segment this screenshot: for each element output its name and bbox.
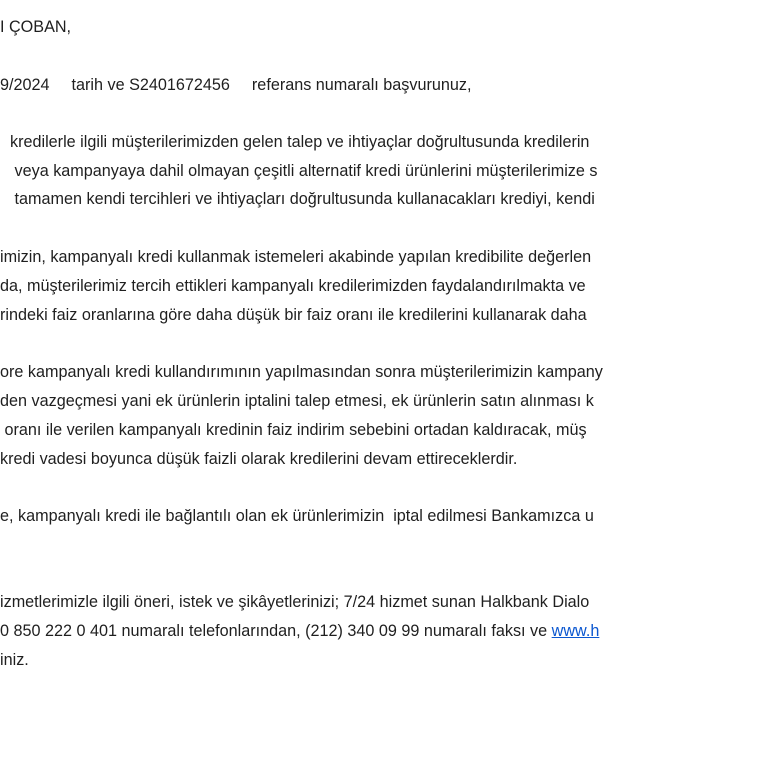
paragraph3-line: ore kampanyalı kredi kullandırımının yapılmasından sonra müşterilerimizin kampany (0, 363, 603, 381)
paragraph3-line: oranı ile verilen kampanyalı kredinin faiz indirim sebebini ortadan kaldıracak, müş (0, 421, 587, 439)
paragraph2-line: imizin, kampanyalı kredi kullanmak istemeleri akabinde yapılan kredibilite değerlen (0, 248, 592, 266)
reference-line (0, 75, 471, 95)
contact-line: izmetlerimizle ilgili öneri, istek ve şikâyetlerinizi; 7/24 hizmet sunan Halkbank Dialo (0, 593, 590, 611)
contact-line: iniz. (0, 651, 29, 669)
paragraph1-line: kredilerle ilgili müşterilerimizden gelen talep ve ihtiyaçlar doğrultusunda kredilerin (10, 133, 590, 151)
paragraph2-line: rindeki faiz oranlarına göre daha düşük bir faiz oranı ile kredilerini kullanarak daha (0, 306, 587, 324)
greeting-line: I ÇOBAN, (0, 18, 72, 36)
paragraph3-line: den vazgeçmesi yani ek ürünlerin iptalini talep etmesi, ek ürünlerin satın alınması k (0, 392, 594, 410)
website-link[interactable]: www.h (551, 622, 600, 640)
reference-date: 9/2024 (0, 76, 50, 94)
contact-phone-text: 0 850 222 0 401 numaralı telefonlarından, (212) 340 09 99 numaralı faksı ve (0, 622, 552, 640)
paragraph4-line: e, kampanyalı kredi ile bağlantılı olan ek ürünlerimizin iptal edilmesi Bankamızca u (0, 507, 594, 525)
reference-tail: referans numaralı başvurunuz, (251, 76, 472, 94)
reference-number: tarih ve S2401672456 (71, 76, 230, 94)
paragraph2-line: da, müşterilerimiz tercih ettikleri kampanyalı kredilerimizden faydalandırılmakta ve (0, 277, 586, 295)
paragraph1-line: tamamen kendi tercihleri ve ihtiyaçları doğrultusunda kullanacakları krediyi, kendi (10, 190, 595, 208)
paragraph3-line: kredi vadesi boyunca düşük faizli olarak kredilerini devam ettireceklerdir. (0, 450, 518, 468)
paragraph1-line: veya kampanyaya dahil olmayan çeşitli alternatif kredi ürünlerini müşterilerimize s (10, 162, 598, 180)
contact-line (0, 621, 599, 641)
